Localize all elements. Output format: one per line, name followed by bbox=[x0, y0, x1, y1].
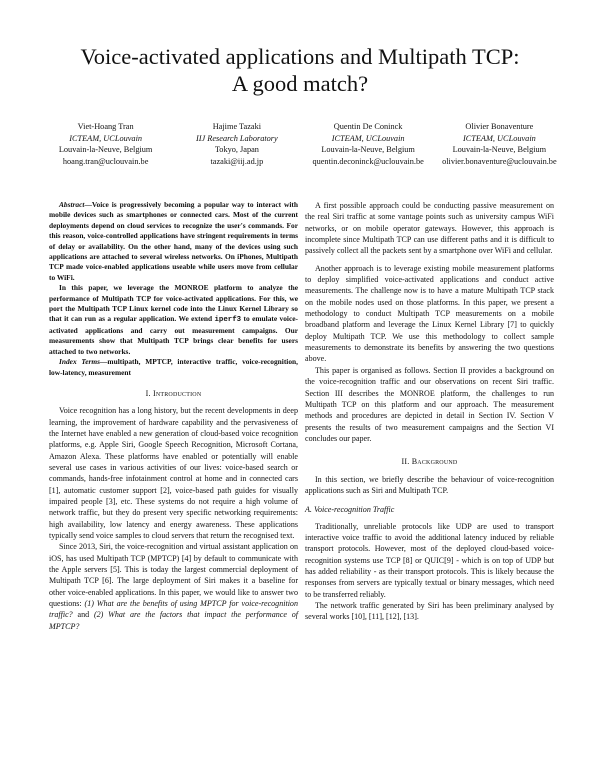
abstract-text-b: to emulate voice-activated applications and carry out measurement campaigns. Our measurements show that Multipath TCP brings clear benefits for users attached to two networks. bbox=[49, 314, 298, 356]
author-location: Louvain-la-Neuve, Belgium bbox=[452, 145, 547, 155]
intro-paragraph-2-text: Since 2013, Siri, the voice-recognition and virtual assistant application on iOS, has used Multipath TCP (MPTCP) [4] by default to communicate with the Apple servers [5]. This is today the largest commercial deployment of Multipath TCP [6]. The large deployment of Siri makes it a baseline for other voice-enabled applications. In this paper, we would like to answer two questions: bbox=[49, 542, 298, 609]
abstract-text: —Voice is progressively becoming a popular way to interact with mobile devices such as smartphones or connected cars. Most of the current deployments depend on cloud services to recognize the user's commands. For this reason, voice-controlled applications have stringent requirements in terms of delay or availability. On the other hand, many of the devices using such applications are attached to several wireless networks. On iPhones, Multipath TCP made voice-enabled applications useable while users move from cellular to WiFi. bbox=[49, 200, 298, 282]
section-heading-background: II. Background bbox=[401, 457, 458, 467]
author-affiliation: ICTEAM, UCLouvain bbox=[462, 133, 536, 143]
paper-title-line-1: Voice-activated applications and Multipath TCP: bbox=[80, 44, 520, 69]
author-name: Quentin De Coninck bbox=[333, 122, 403, 131]
right-paragraph-3: This paper is organised as follows. Section II provides a background on the voice-recognition traffic and our observations on recent Siri traffic. Section III describes the MONROE platform, the challenges to run Multipath TCP on this platform and our approach. The measurement methods and procedures are depicted in detail in Section IV. Section V presents the results of two measurement campaigns and the Section VI concludes our paper. bbox=[305, 365, 554, 443]
author-1 bbox=[40, 121, 171, 167]
background-paragraph-2: Traditionally, unreliable protocols like UDP are used to transport interactive voice traffic to avoid the additional latency induced by reliable transport protocols. However, most of the deployed cloud-based voice-recognition systems use TCP [8] or QUIC[9] - which is on top of UDP but has added reliability - as their transport protocols. This is likely because the responses from servers are typically textual or binary messages, which need to be transferred reliably. bbox=[305, 521, 554, 599]
section-heading-introduction: I. Introduction bbox=[145, 388, 202, 398]
author-email: hoang.tran@uclouvain.be bbox=[62, 156, 149, 166]
paper-title-line-2: A good match? bbox=[231, 71, 369, 96]
abstract-label: Abstract bbox=[59, 200, 85, 209]
subsection-heading-voice-traffic: A. Voice-recognition Traffic bbox=[305, 505, 395, 515]
author-block bbox=[40, 121, 565, 167]
author-name: Hajime Tazaki bbox=[212, 122, 262, 131]
conjunction: and bbox=[72, 610, 94, 620]
index-terms-text: —multipath, MPTCP, interactive traffic, voice-recognition, low-latency, measurement bbox=[49, 357, 298, 377]
author-affiliation: ICTEAM, UCLouvain bbox=[69, 133, 143, 143]
tool-name: iperf3 bbox=[214, 316, 242, 325]
author-4 bbox=[434, 121, 565, 167]
intro-paragraph-2 bbox=[49, 541, 298, 632]
author-email: olivier.bonaventure@uclouvain.be bbox=[442, 156, 557, 166]
author-location: Tokyo, Japan bbox=[214, 145, 259, 155]
left-column bbox=[49, 200, 298, 632]
abstract-text-a: In this paper, we leverage the MONROE platform to analyze the performance of Multipath TCP for voice-activated applications. For this, we port the Multipath TCP Linux kernel code into the Linux Kernel Library so that it can run as a regular application. We extend bbox=[49, 283, 298, 324]
author-location: Louvain-la-Neuve, Belgium bbox=[321, 145, 415, 155]
abstract-paragraph-1 bbox=[49, 200, 298, 283]
index-terms-label: Index Terms bbox=[59, 357, 101, 367]
research-question-2: (2) What are the factors that impact the performance of MPTCP? bbox=[49, 610, 298, 631]
right-paragraph-2: Another approach is to leverage existing mobile measurement platforms to deploy simplified voice-activated applications and conduct active measurements. The challenge now is to have a mature Multipath TCP stack on the mobile nodes used on those platforms. In this paper, we present a methodology to conduct Multipath TCP measurements on a mobile broadband platform and leverage the Linux Kernel Library [7] to quickly deploy Multipath TCP. We use this methodology to collect sample measurements to demonstrate its benefits by answering the two questions above. bbox=[305, 263, 554, 364]
paper-title bbox=[40, 43, 560, 97]
author-affiliation: IIJ Research Laboratory bbox=[196, 133, 278, 143]
author-email: tazaki@iij.ad.jp bbox=[210, 156, 264, 166]
author-3 bbox=[303, 121, 434, 167]
intro-paragraph-1: Voice recognition has a long history, but the recent developments in deep learning, the improvement of hardware capability and the pervasiveness of the Internet have enabled a new generation of cloud-based voice recognition platforms, e.g. Apple Siri, Google Speech Recognition, Microsoft Cortana, Amazon Alexa. These platforms have enabled or potentially will enable several use cases in various activities of our lives: voice-based search or commands, hands-free infotainment control at home and in connected cars [1], automatic customer support [2], voice-based path guides for visually impaired people [3], etc. These systems do not require a high volume of network traffic, but they do present very specific networking requirements: high availability, low latency and energy awareness. These applications typically send voice samples to cloud servers that return the recognised text. bbox=[49, 406, 298, 541]
right-column bbox=[305, 200, 554, 623]
author-name: Viet-Hoang Tran bbox=[77, 122, 134, 131]
author-2 bbox=[171, 121, 302, 167]
author-email: quentin.deconinck@uclouvain.be bbox=[312, 156, 424, 166]
abstract bbox=[49, 200, 298, 378]
abstract-paragraph-2 bbox=[49, 283, 298, 357]
background-paragraph-3: The network traffic generated by Siri has been preliminary analysed by several works [10], [11], [12], [13]. bbox=[305, 601, 554, 622]
author-location: Louvain-la-Neuve, Belgium bbox=[58, 145, 153, 155]
author-affiliation: ICTEAM, UCLouvain bbox=[331, 133, 405, 143]
author-name: Olivier Bonaventure bbox=[465, 122, 534, 131]
background-paragraph-1: In this section, we briefly describe the behaviour of voice-recognition applications such as Siri and Multipath TCP. bbox=[305, 474, 554, 495]
right-paragraph-1: A first possible approach could be conducting passive measurement on the real Siri traffic at some vantage points such as university campus WiFi networks, or on mobile operator gateways. However, this approach is incomplete since Multipath TCP can use different paths and it is difficult to passively collect all the packets sent by a smartphone over WiFi and cellular. bbox=[305, 201, 554, 256]
research-question-1: (1) What are the benefits of using MPTCP for voice-recognition traffic? bbox=[49, 599, 298, 620]
index-terms bbox=[49, 357, 298, 378]
